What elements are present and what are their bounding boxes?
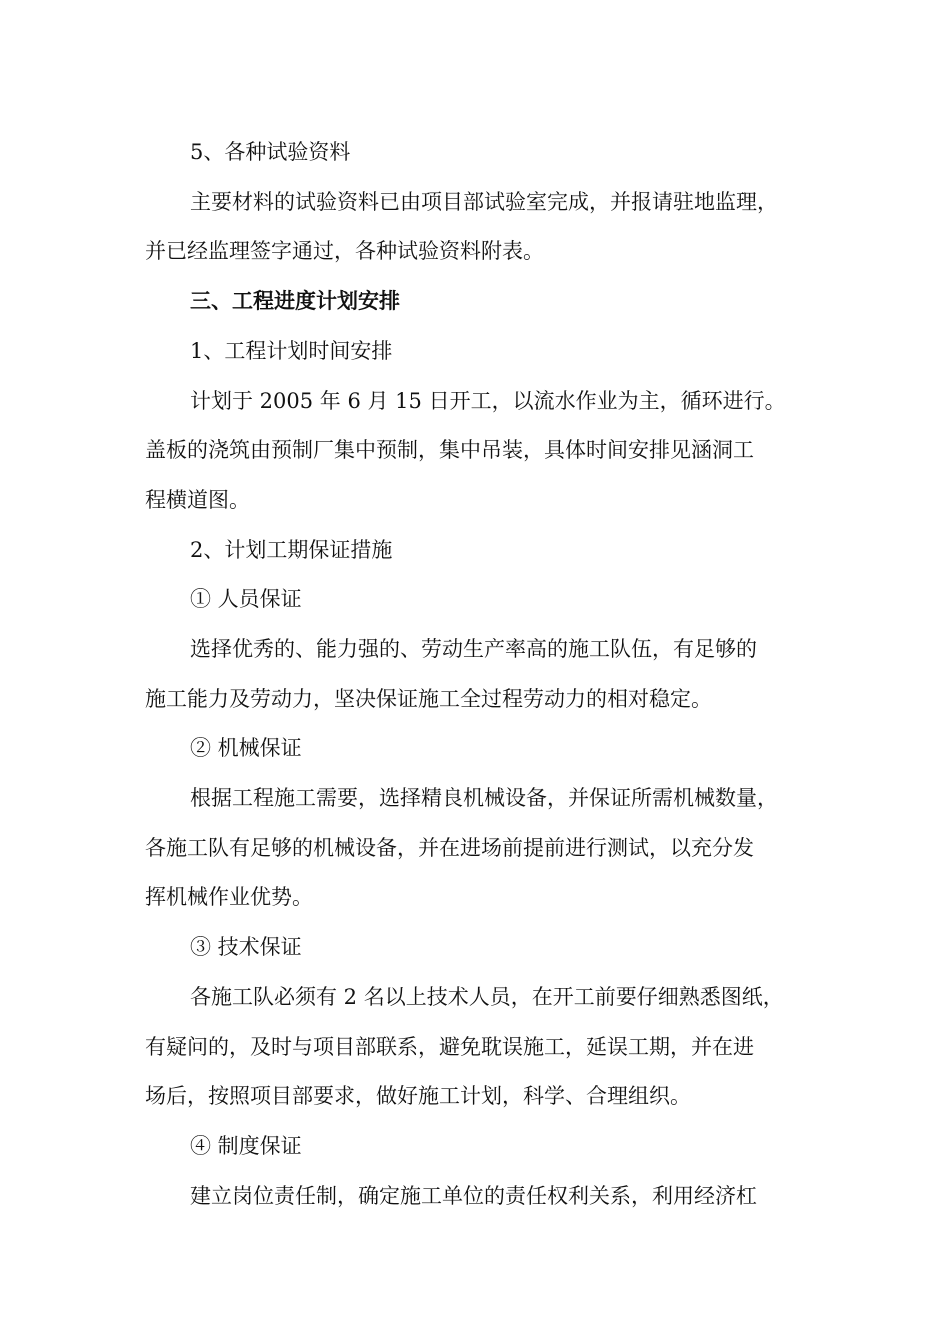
paragraph-line: 建立岗位责任制，确定施工单位的责任权利关系，利用经济杠: [190, 1184, 757, 1208]
paragraph-line: 各施工队有足够的机械设备，并在进场前提前进行测试，以充分发: [145, 836, 754, 860]
paragraph-line: 程横道图。: [145, 488, 250, 512]
paragraph-line: 各施工队必须有 2 名以上技术人员，在开工前要仔细熟悉图纸，: [190, 985, 784, 1009]
paragraph-line: 计划于 2005 年 6 月 15 日开工，以流水作业为主，循环进行。: [190, 389, 786, 413]
list-item-title: ③ 技术保证: [190, 935, 302, 959]
paragraph-line: 挥机械作业优势。: [145, 885, 313, 909]
paragraph-line: 盖板的浇筑由预制厂集中预制，集中吊装，具体时间安排见涵洞工: [145, 438, 754, 462]
list-item-title: ① 人员保证: [190, 587, 302, 611]
paragraph-line: 有疑问的，及时与项目部联系，避免耽误施工，延误工期，并在进: [145, 1035, 754, 1059]
paragraph-line: 并已经监理签字通过，各种试验资料附表。: [145, 239, 544, 263]
paragraph-line: 施工能力及劳动力，坚决保证施工全过程劳动力的相对稳定。: [145, 687, 712, 711]
paragraph-line: 主要材料的试验资料已由项目部试验室完成，并报请驻地监理，: [190, 190, 778, 214]
subsection-title: 5、各种试验资料: [190, 140, 351, 164]
subsection-title: 1、工程计划时间安排: [190, 339, 393, 363]
paragraph-line: 场后，按照项目部要求，做好施工计划，科学、合理组织。: [145, 1084, 691, 1108]
paragraph-line: 根据工程施工需要，选择精良机械设备，并保证所需机械数量，: [190, 786, 778, 810]
list-item-title: ② 机械保证: [190, 736, 302, 760]
list-item-title: ④ 制度保证: [190, 1134, 302, 1158]
subsection-title: 2、计划工期保证措施: [190, 538, 393, 562]
paragraph-line: 选择优秀的、能力强的、劳动生产率高的施工队伍，有足够的: [190, 637, 757, 661]
section-heading: 三、工程进度计划安排: [190, 288, 400, 313]
